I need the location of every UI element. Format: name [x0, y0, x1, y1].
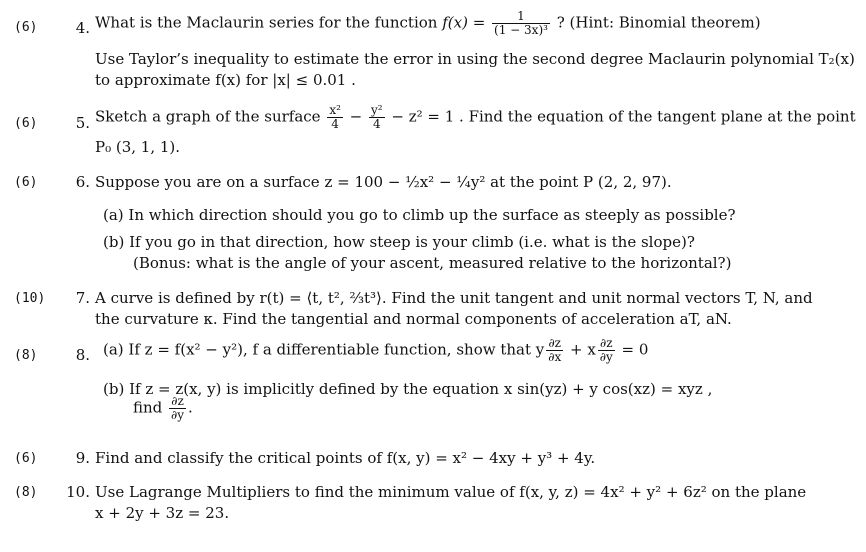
problem-statement-line: A curve is defined by r(t) = ⟨t, t², ⅔t³⟩. Find the unit tangent and unit normal vectors T, N, and — [95, 289, 813, 307]
problem-statement-line: P₀ (3, 1, 1). — [95, 138, 181, 156]
problem-statement-line: Suppose you are on a surface z = 100 − ½x² − ¼y² at the point P (2, 2, 97). — [95, 173, 672, 191]
points-label: (6) — [14, 451, 38, 466]
problem-statement-line: Find and classify the critical points of f(x, y) = x² − 4xy + y³ + 4y. — [95, 449, 596, 467]
points-label: (6) — [14, 116, 38, 131]
problem-statement-line: What is the Maclaurin series for the function f(x) = $\frac{1}{\text{(1 − 3x)³}}$ ? (Hint: Binomial theorem) — [95, 9, 761, 37]
fraction: $\frac{\partial z}{\partial x}$ — [548, 336, 562, 364]
subpart-b-find: find $\frac{\partial z}{\partial y}$ . — [133, 394, 193, 422]
points-label: (8) — [14, 485, 38, 500]
fraction: $\frac{\partial z}{\partial y}$ — [599, 336, 613, 364]
points-label: (6) — [14, 175, 38, 190]
fraction: $\frac{\partial z}{\partial y}$ — [171, 394, 185, 422]
problem-number: 10. — [66, 483, 90, 501]
problem-number: 7. — [75, 289, 90, 307]
subpart-b: (b) If z = z(x, y) is implicitly defined by the equation x sin(yz) + y cos(xz) = xyz , — [103, 380, 713, 398]
subpart-a: (a) If z = f(x² − y²), f a differentiable function, show that y $\frac{\partial z}{\partial x}$ + x $\frac{\partial z}{\partial y}$ = 0 — [103, 336, 649, 364]
problem-number: 5. — [75, 114, 90, 132]
points-label: (8) — [14, 348, 38, 363]
problem-number: 4. — [75, 19, 90, 37]
bonus-note: (Bonus: what is the angle of your ascent, measured relative to the horizontal?) — [133, 254, 732, 272]
subpart-a: (a) In which direction should you go to climb up the surface as steeply as possible? — [103, 206, 736, 224]
problem-number: 8. — [75, 346, 90, 364]
points-label: (10) — [14, 291, 46, 306]
problem-statement-line: Use Taylor’s inequality to estimate the error in using the second degree Maclaurin polynomial T₂(x) — [95, 50, 855, 68]
problem-statement-line: Use Lagrange Multipliers to find the minimum value of f(x, y, z) = 4x² + y² + 6z² on the plane — [95, 483, 807, 501]
problem-statement-line: to approximate f(x) for |x| ≤ 0.01 . — [95, 71, 356, 89]
subpart-b: (b) If you go in that direction, how steep is your climb (i.e. what is the slope)? — [103, 233, 695, 251]
problem-number: 9. — [75, 449, 90, 467]
fraction: $\frac{1}{\text{(1 − 3x)³}}$ — [494, 9, 548, 37]
fraction: $\frac{\text{y²}}{4}$ — [371, 103, 383, 131]
problem-statement-line: Sketch a graph of the surface $\frac{\text{x²}}{4}$ − $\frac{\text{y²}}{4}$ − z² = 1 . Find the equation of the tangent plane at the point — [95, 103, 856, 131]
problem-statement-line: the curvature κ. Find the tangential and normal components of acceleration aT, aN. — [95, 310, 732, 328]
problem-number: 6. — [75, 173, 90, 191]
points-label: (6) — [14, 20, 38, 35]
fraction: $\frac{\text{x²}}{4}$ — [329, 103, 341, 131]
problem-statement-line: x + 2y + 3z = 23. — [95, 504, 230, 522]
